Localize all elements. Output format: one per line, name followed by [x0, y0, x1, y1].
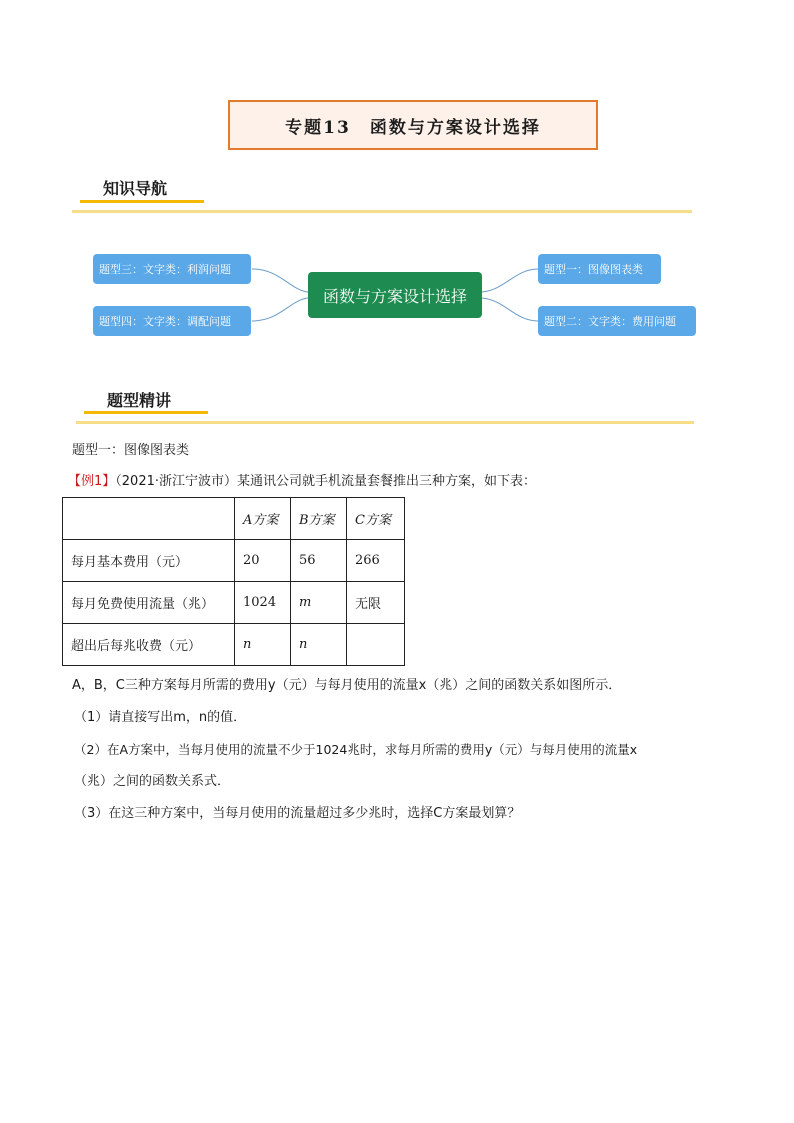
table-cell: 20 — [235, 540, 291, 582]
mindmap-center-node — [308, 272, 482, 318]
table-cell: 1024 — [235, 582, 291, 624]
question-3: （3）在这三种方案中，当每月使用的流量超过多少兆时，选择C方案最划算？ — [74, 806, 521, 821]
example-label: 【例1】 — [68, 474, 116, 489]
section-heading-knowledge: 知识导航 — [103, 179, 168, 198]
question-2-line1: （2）在A方案中，当每月使用的流量不少于1024兆时，求每月所需的费用y（元）与每月使用的流量x — [74, 742, 638, 757]
example-intro — [68, 472, 536, 492]
table-cell: 266 — [347, 540, 405, 582]
question-1: （1）请直接写出m，n的值． — [74, 710, 247, 725]
table-row — [63, 498, 405, 540]
mindmap-node-label: 题型三：文字类：利润问题 — [99, 263, 231, 276]
example-text: 某通讯公司就手机流量套餐推出三种方案，如下表： — [237, 474, 537, 489]
mindmap-node-type3 — [93, 254, 251, 284]
mindmap-center-label: 函数与方案设计选择 — [322, 286, 467, 306]
problem-intro: A，B，C三种方案每月所需的费用y（元）与每月使用的流量x（兆）之间的函数关系如图所示． — [72, 678, 622, 693]
plan-table — [62, 497, 405, 666]
table-header-cell: A方案 — [235, 498, 291, 540]
mindmap-node-label: 题型一：图像图表类 — [544, 263, 643, 276]
section-underline — [84, 411, 208, 414]
table-row — [63, 582, 405, 624]
table-cell: 每月免费使用流量（兆） — [63, 582, 235, 624]
table-cell: m — [291, 582, 347, 624]
mindmap-node-type1 — [538, 254, 661, 284]
table-row — [63, 540, 405, 582]
mindmap-node-label: 题型二：文字类：费用问题 — [544, 315, 676, 328]
mindmap-node-label: 题型四：文字类：调配问题 — [99, 315, 231, 328]
question-2-line2: （兆）之间的函数关系式． — [74, 774, 231, 789]
table-cell: 无限 — [347, 582, 405, 624]
table-cell: n — [291, 624, 347, 666]
table-header-cell: C方案 — [347, 498, 405, 540]
table-cell: n — [235, 624, 291, 666]
table-cell: 56 — [291, 540, 347, 582]
table-header-cell: B方案 — [291, 498, 347, 540]
page-title-text: 专题13 函数与方案设计选择 — [285, 117, 541, 138]
mindmap-node-type2 — [538, 306, 696, 336]
subtype-heading: 题型一：图像图表类 — [72, 443, 190, 458]
table-row — [63, 624, 405, 666]
table-cell: 超出后每兆收费（元） — [63, 624, 235, 666]
section-heading-explain: 题型精讲 — [107, 391, 172, 410]
example-source: （2021·浙江宁波市） — [115, 474, 237, 489]
table-cell — [347, 624, 405, 666]
section-rule — [76, 421, 694, 424]
table-cell: 每月基本费用（元） — [63, 540, 235, 582]
table-cell — [63, 498, 235, 540]
mindmap-node-type4 — [93, 306, 251, 336]
